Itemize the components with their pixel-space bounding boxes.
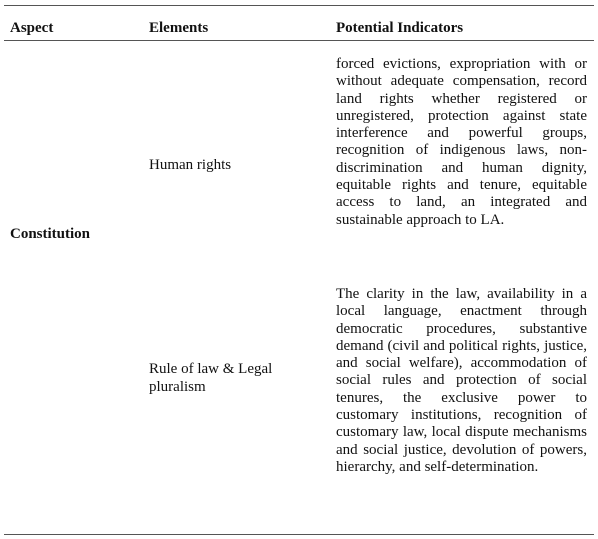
- element-cell-rule-of-law: Rule of law & Legal pluralism: [149, 361, 273, 395]
- aspect-cell-constitution: Constitution: [10, 226, 91, 242]
- table-top-rule: [4, 5, 594, 6]
- element-cell-human-rights: Human rights: [149, 157, 232, 173]
- table-bottom-rule: [4, 534, 594, 535]
- indicators-cell-rule-of-law: The clarity in the law, availability in a local language, enactment through democratic procedures, substantive demand (civil and political rights, justice, and social welfare), accommodation of social rules and protection of social tenures, the exclusive power to customary institutions, recognition of customary law, local dispute mechanisms and social justice, devolution of powers, hierarchy, and self-determination.: [336, 286, 587, 475]
- header-rule: [4, 40, 594, 41]
- header-elements: Elements: [149, 20, 209, 36]
- indicators-cell-human-rights: forced evictions, expropriation with or without adequate compensation, record land rights whether registered or unregistered, protection against state interference and powerful groups, recognition of indigenous laws, non-discrimination and human dignity, equitable rights and tenure, equitable access to land, an integrated and sustainable approach to LA.: [336, 56, 587, 228]
- header-aspect: Aspect: [10, 20, 54, 36]
- header-potential-indicators: Potential Indicators: [336, 20, 464, 36]
